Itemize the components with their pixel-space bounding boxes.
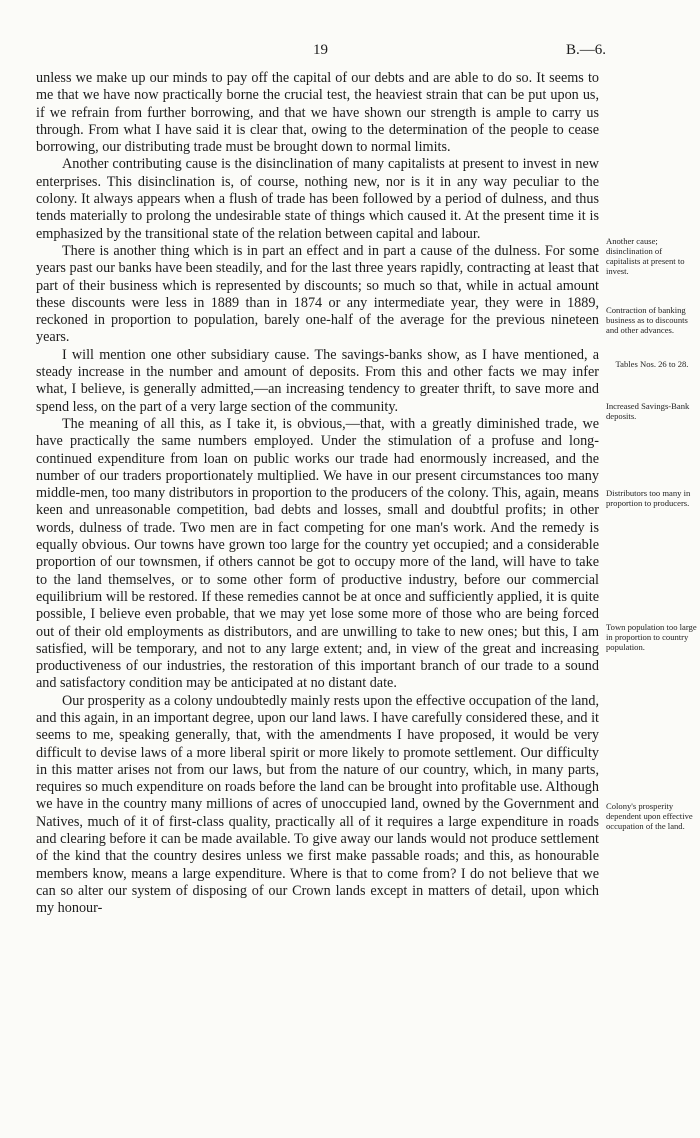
paragraph: unless we make up our minds to pay off the capital of our debts and are able to do so. It seems to me that we have now practically borne the crucial test, the heaviest strain that can be put upon us, if we refrain from further borrowing, and that we have shown our strength is ample to carry us through. From what I have said it is clear that, owing to the determination of the people to cease borrowing, our distributing trade must be brought down to normal limits. <box>36 70 599 156</box>
page-header <box>0 42 700 62</box>
body-text <box>36 70 599 918</box>
paragraph: There is another thing which is in part an effect and in part a cause of the dulness. For some years past our banks have been steadily, and for the last three years rapidly, contracting at least that part of their business which is represented by discounts; so much so that, while in actual amount these discounts were less in 1889 than in 1874 or any intermediate year, they were in 1889, reckoned in proportion to population, barely one-half of the average for the previous nineteen years. <box>36 242 599 346</box>
paragraph: Our prosperity as a colony undoubtedly mainly rests upon the effective occupation of the land, and this again, in an important degree, upon our land laws. I have carefully considered these, and it seems to me, speaking generally, that, with the amendments I have proposed, it would be very difficult to devise laws of a more liberal spirit or more likely to promote settlement. Our difficulty in this matter arises not from our laws, but from the nature of our country, which, in many parts, requires so much expenditure on roads before the land can be brought into profitable use. Although we have in the country many millions of acres of unoccupied land, owned by the Government and Natives, much of it of first-class quality, practically all of it requires a large expenditure in roads and clearing before it can be made available. To give away our lands would not produce settlement of the kind that the country desires unless we first make passable roads; and this, as honourable members know, means a large expenditure. Where is that to come from? I do not believe that we can so alter our system of disposing of our Crown lands except in matters of detail, upon which my honour- <box>36 692 599 917</box>
margin-note: Increased Savings-Bank deposits. <box>606 401 690 421</box>
page-number: 19 <box>313 42 328 58</box>
margin-note: Distributors too many in proportion to producers. <box>606 488 691 508</box>
margin-note: Tables Nos. 26 to 28. <box>615 359 689 369</box>
margin-note: Town population too large in proportion to country population. <box>606 622 697 652</box>
document-reference: B.—6. <box>566 42 607 58</box>
paragraph: Another contributing cause is the disinclination of many capitalists at present to invest in new enterprises. This disinclination is, of course, nothing new, nor is it in any way peculiar to the colony. It always appears when a flush of trade has been followed by a period of dulness, and thus tends materially to prolong the undesirable state of things which caused it. At the present time it is emphasized by the transitional state of the relation between capital and labour. <box>36 156 599 242</box>
margin-note: Another cause; disinclination of capitalists at present to invest. <box>606 236 685 276</box>
margin-note: Colony's prosperity dependent upon effective occupation of the land. <box>606 801 693 831</box>
paragraph: The meaning of all this, as I take it, is obvious,—that, with a greatly diminished trade, we have practically the same numbers employed. Under the stimulation of a profuse and long-continued expenditure from loan on public works our trade had enormously increased, and the number of our traders proportionately multiplied. We have in our present circumstances too many middle-men, too many distributors in proportion to the producers of the colony. This, again, means keen and unreasonable competition, bad debts and losses, small and doubtful profits; in other words, dulness of trade. Two men are in fact competing for one man's work. And the remedy is equally obvious. Our towns have grown too large for the country yet occupied; and a considerable proportion of our townsmen, if others cannot be got to occupy more of the land, will have to take to the land themselves, or to some other form of productive industry, before our commercial equilibrium will be restored. If these remedies cannot be at once and sufficiently applied, it is quite possible, I believe even probable, that we may yet lose some more of those who are being forced out of their old employments as distributors, and are unwilling to take to new ones; but this, I am satisfied, will be temporary, and not to any large extent; and, in view of the great and increasing productiveness of our industries, the restoration of this important branch of our trade to a sound and satisfactory condition may be anticipated at no distant date. <box>36 415 599 692</box>
paragraph: I will mention one other subsidiary cause. The savings-banks show, as I have mentioned, a steady increase in the number and amount of deposits. From this and other facts we may infer what, I believe, is generally admitted,—an increasing tendency to greater thrift, to save more and spend less, on the part of a very large section of the community. <box>36 346 599 415</box>
margin-note: Contraction of banking business as to discounts and other advances. <box>606 305 688 335</box>
